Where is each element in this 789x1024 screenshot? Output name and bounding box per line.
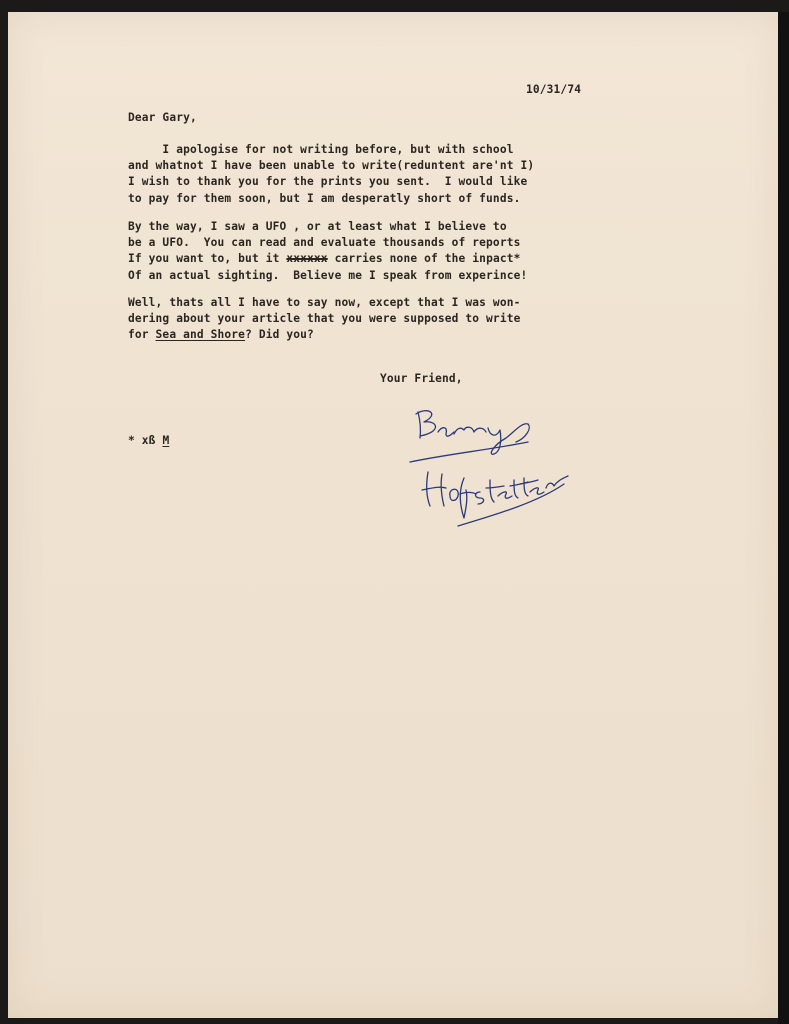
paragraph-3-line-1: Well, thats all I have to say now, except that I was won- (128, 296, 521, 309)
paragraph-1 (128, 142, 534, 207)
signature-stroke-a (438, 428, 454, 436)
magazine-title: Sea and Shore (155, 328, 246, 342)
signature-stroke-f (460, 478, 476, 518)
struck-out-word: xxxxxx (286, 252, 328, 266)
salutation: Dear Gary, (128, 111, 197, 124)
paragraph-3-line-2: dering about your article that you were supposed to write (128, 312, 521, 326)
initials-prefix: * xß (128, 434, 163, 447)
paragraph-2-line-1: By the way, I saw a UFO , or at least what I believe to (128, 220, 507, 233)
paragraph-2-line-2: be a UFO. You can read and evaluate thousands of reports (128, 236, 521, 250)
signature-underline-2 (458, 484, 564, 526)
signature-stroke-h (422, 472, 446, 506)
typist-initials (128, 433, 169, 449)
handwritten-signature (408, 402, 588, 542)
signature-stroke-e1 (498, 492, 512, 498)
signature-stroke-s (476, 492, 484, 504)
paragraph-2-line-3b: carries none of the inpact* (327, 252, 521, 266)
paragraph-1-line-2: and whatnot I have been unable to write(reduntent are'nt I) (128, 159, 535, 173)
paragraph-3 (128, 295, 520, 344)
paragraph-3-line-3b: ? Did you? (245, 328, 314, 342)
signature-stroke-b (416, 411, 436, 438)
signature-stroke-r (546, 476, 568, 488)
signature-underline (410, 442, 528, 462)
paragraph-2-line-3a: If you want to, but it (128, 252, 287, 266)
closing: Your Friend, (380, 372, 463, 385)
signature-stroke-rr (454, 427, 486, 434)
signature-stroke-t1 (486, 480, 504, 502)
letter-date: 10/31/74 (526, 83, 582, 96)
paragraph-1-line-3: I wish to thank you for the prints you sent. I would like (128, 175, 528, 189)
signature-stroke-o (450, 489, 458, 500)
scan-edge (778, 12, 789, 1024)
signature-stroke-t3 (520, 478, 538, 496)
paragraph-2 (128, 219, 527, 284)
paragraph-3-line-3a: for (128, 328, 156, 342)
signature-stroke-e2 (530, 488, 544, 494)
paragraph-2-line-4: Of an actual sighting. Believe me I speak from experince! (128, 268, 528, 282)
paragraph-1-line-1: I apologise for not writing before, but with school (128, 143, 514, 156)
paragraph-1-line-4: to pay for them soon, but I am desperatly short of funds. (128, 191, 521, 205)
initials-letter: M (162, 434, 170, 447)
signature-stroke-y (488, 424, 529, 455)
